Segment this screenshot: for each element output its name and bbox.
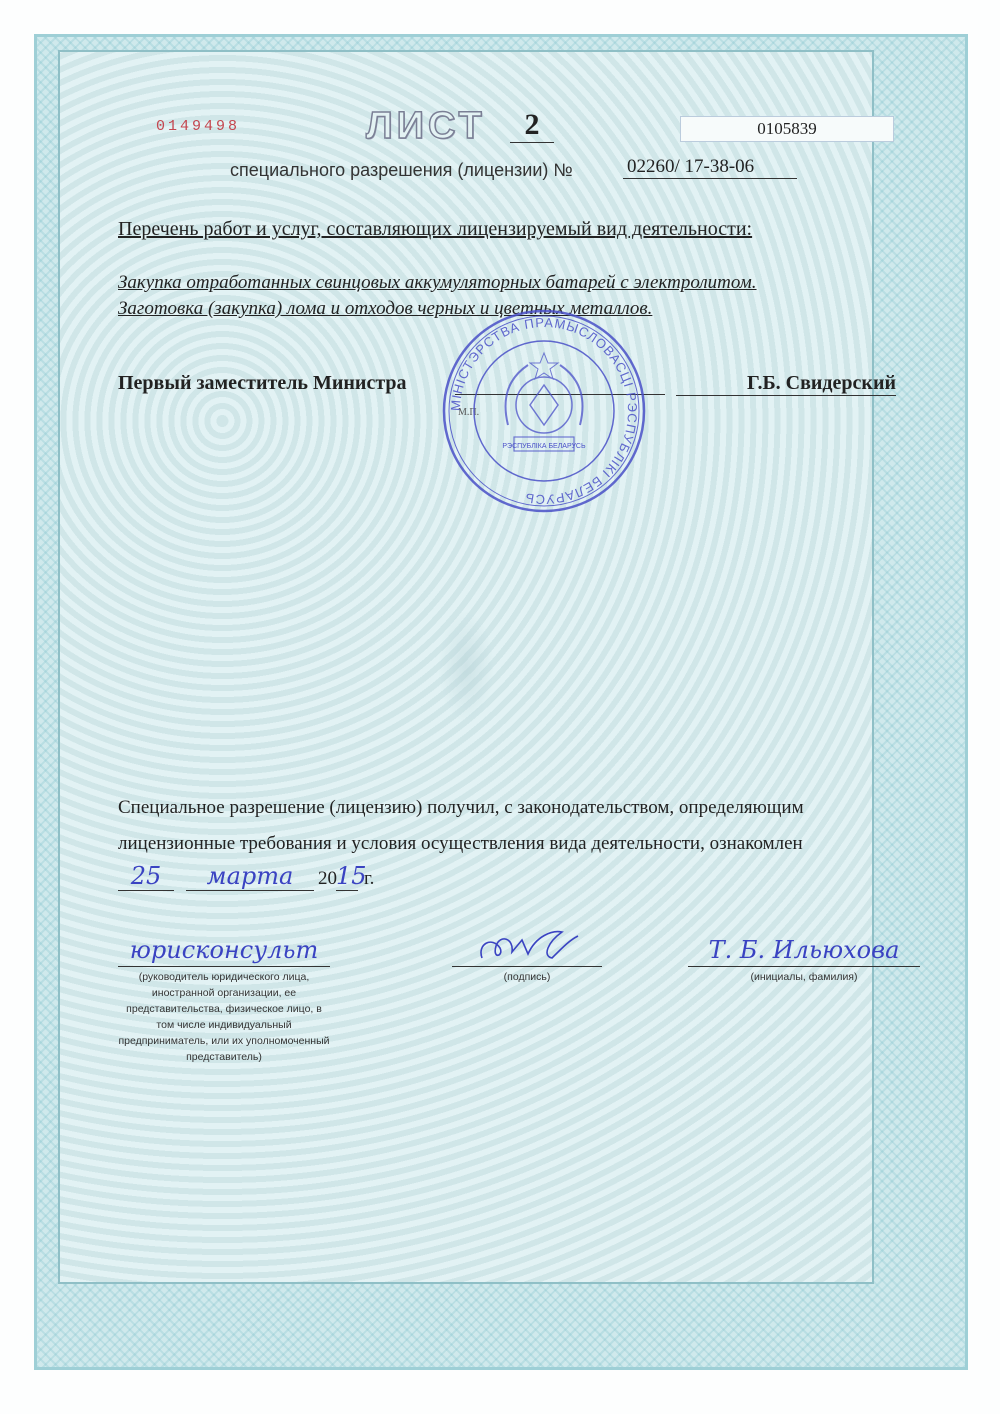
recipient-role-handwritten: юрисконсульт [129,936,319,964]
receipt-line: лицензионные требования и условия осуществления вида деятельности, ознакомлен [118,833,803,854]
recipient-signature-block [452,930,602,985]
recipient-name-handwritten: Т. Б. Ильюхова [708,936,900,964]
recipient-role-caption: (руководитель юридического лица, иностранной организации, ее представительства, физическое лицо, в том числе индивидуальный предприниматель, или их уполномоченный представитель) [118,971,330,1063]
recipient-name-block [688,930,920,985]
signer-name: Г.Б. Свидерский [676,372,896,396]
date-year-prefix: 20 [318,868,337,889]
serial-number: 0149498 [156,118,241,135]
sheet-title: ЛИСТ [366,105,486,147]
signer-position: Первый заместитель Министра [118,372,407,394]
date-month: марта [186,862,314,891]
emblem-icon [506,353,583,451]
sheet-subtitle: специального разрешения (лицензии) № [230,160,573,180]
handwritten-signature [452,926,602,966]
date-suffix: г. [364,868,375,889]
recipient-role-block [118,930,330,1065]
stamp-place-label: М.П. [458,407,480,418]
name-caption: (инициалы, фамилия) [750,971,858,983]
signature-caption: (подпись) [503,971,551,983]
license-number: 02260/ 17-38-06 [623,156,797,179]
receipt-line: Специальное разрешение (лицензию) получил, с законодательством, определяющим [118,797,804,818]
date-day: 25 [118,862,174,891]
blank-number: 0105839 [680,116,894,142]
date-year-suffix: 15 [336,862,367,890]
sheet-number: 2 [510,108,554,143]
works-item: Закупка отработанных свинцовых аккумуляторных батарей с электролитом. [118,272,757,293]
works-item: Заготовка (закупка) лома и отходов черных и цветных металлов. [118,298,653,319]
official-seal [438,305,650,517]
seal-text: МІНІСТЭРСТВА ПРАМЫСЛОВАСЦІ РЭСПУБЛІКІ БЕЛАРУСЬ [447,314,641,508]
emblem-ribbon-text: РЭСПУБЛІКА БЕЛАРУСЬ [502,443,586,450]
works-heading: Перечень работ и услуг, составляющих лицензируемый вид деятельности: [118,218,753,240]
